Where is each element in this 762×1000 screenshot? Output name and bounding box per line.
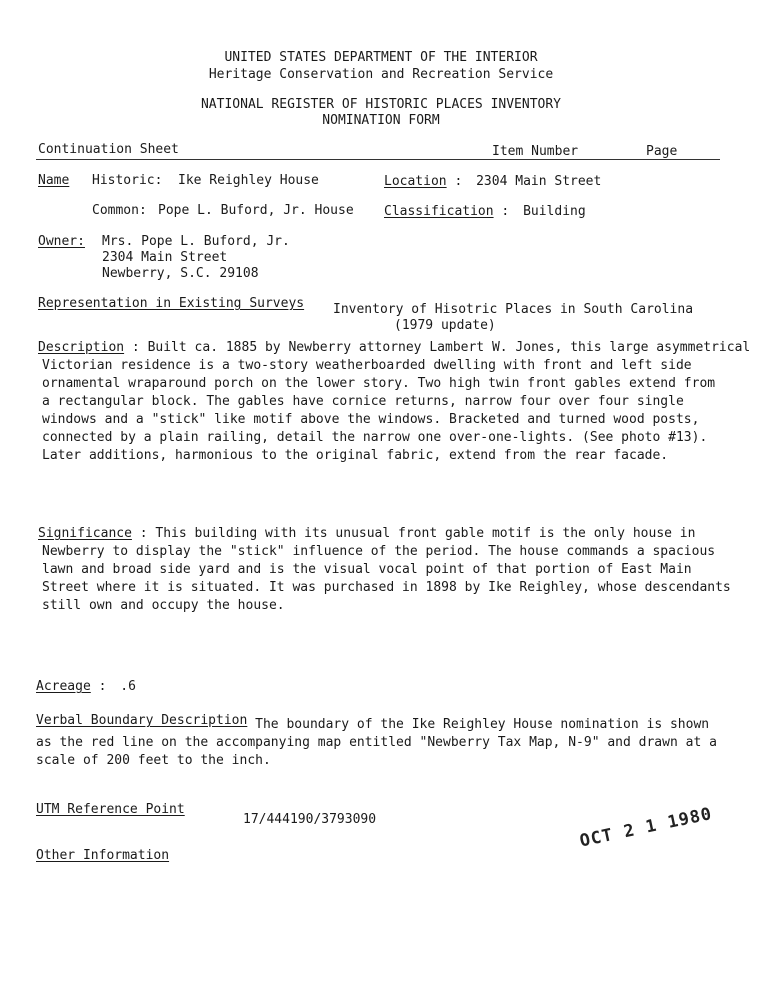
historic-value: Ike Reighley House bbox=[178, 173, 319, 188]
classification-label: Classification bbox=[384, 204, 494, 219]
classification-value: Building bbox=[523, 204, 586, 219]
other-information-label: Other Information bbox=[36, 848, 170, 863]
boundary-label: Verbal Boundary Description bbox=[36, 713, 248, 728]
common-label: Common: bbox=[92, 203, 147, 218]
acreage-value: .6 bbox=[120, 679, 136, 694]
header-service: Heritage Conservation and Recreation Service bbox=[208, 67, 554, 82]
significance-line: Significance : This building with its unusual front gable motif is the only house in bbox=[38, 526, 696, 541]
description-line: windows and a "stick" like motif above the windows. Bracketed and turned wood posts, bbox=[42, 412, 700, 427]
date-stamp: OCT 2 1 1980 bbox=[578, 803, 715, 852]
location-value: 2304 Main Street bbox=[476, 174, 602, 189]
header-rule bbox=[36, 159, 720, 160]
description-line: a rectangular block. The gables have cornice returns, narrow four over four single bbox=[42, 394, 684, 409]
header-register: NATIONAL REGISTER OF HISTORIC PLACES INVENTORY bbox=[200, 97, 562, 112]
owner-street: 2304 Main Street bbox=[102, 250, 228, 265]
item-number-label: Item Number bbox=[492, 144, 579, 159]
significance-line: Street where it is situated. It was purchased in 1898 by Ike Reighley, whose descendants bbox=[42, 580, 731, 595]
utm-value: 17/444190/3793090 bbox=[243, 812, 377, 827]
boundary-line: as the red line on the accompanying map entitled "Newberry Tax Map, N-9" and drawn at a bbox=[36, 735, 717, 750]
boundary-line: scale of 200 feet to the inch. bbox=[36, 753, 271, 768]
description-label: Description bbox=[38, 340, 125, 355]
surveys-label: Representation in Existing Surveys bbox=[38, 296, 305, 311]
significance-line: Newberry to display the "stick" influence of the period. The house commands a spacious bbox=[42, 544, 716, 559]
description-line: ornamental wraparound porch on the lower story. Two high twin front gables extend from bbox=[42, 376, 716, 391]
owner-city: Newberry, S.C. 29108 bbox=[102, 266, 259, 281]
header-form-title: NOMINATION FORM bbox=[322, 113, 440, 128]
continuation-sheet-label: Continuation Sheet bbox=[38, 142, 179, 157]
utm-label: UTM Reference Point bbox=[36, 802, 185, 817]
significance-section bbox=[38, 525, 731, 615]
description-line: Description : Built ca. 1885 by Newberry attorney Lambert W. Jones, this large asymmetrical bbox=[38, 340, 751, 355]
description-line: connected by a plain railing, detail the narrow one over-one-lights. (See photo #13). bbox=[42, 430, 708, 445]
boundary-section bbox=[36, 712, 717, 770]
page-label: Page bbox=[646, 144, 678, 159]
boundary-line: Verbal Boundary Description The boundary of the Ike Reighley House nomination is shown bbox=[36, 713, 710, 732]
header-agency: UNITED STATES DEPARTMENT OF THE INTERIOR bbox=[224, 50, 538, 65]
significance-line: still own and occupy the house. bbox=[42, 598, 285, 613]
significance-label: Significance bbox=[38, 526, 132, 541]
common-value: Pope L. Buford, Jr. House bbox=[158, 203, 354, 218]
location-label: Location bbox=[384, 174, 447, 189]
name-label: Name bbox=[38, 173, 70, 188]
owner-label: Owner: bbox=[38, 234, 85, 249]
surveys-update: (1979 update) bbox=[394, 318, 496, 333]
surveys-inventory: Inventory of Hisotric Places in South Carolina bbox=[333, 302, 694, 317]
acreage-label: Acreage bbox=[36, 679, 91, 694]
description-line: Victorian residence is a two-story weatherboarded dwelling with front and left side bbox=[42, 358, 692, 373]
description-section bbox=[38, 339, 750, 465]
description-line: Later additions, harmonious to the original fabric, extend from the rear facade. bbox=[42, 448, 669, 463]
significance-line: lawn and broad side yard and is the visual vocal point of that portion of East Main bbox=[42, 562, 692, 577]
owner-name: Mrs. Pope L. Buford, Jr. bbox=[102, 234, 290, 249]
historic-label: Historic: bbox=[92, 173, 163, 188]
